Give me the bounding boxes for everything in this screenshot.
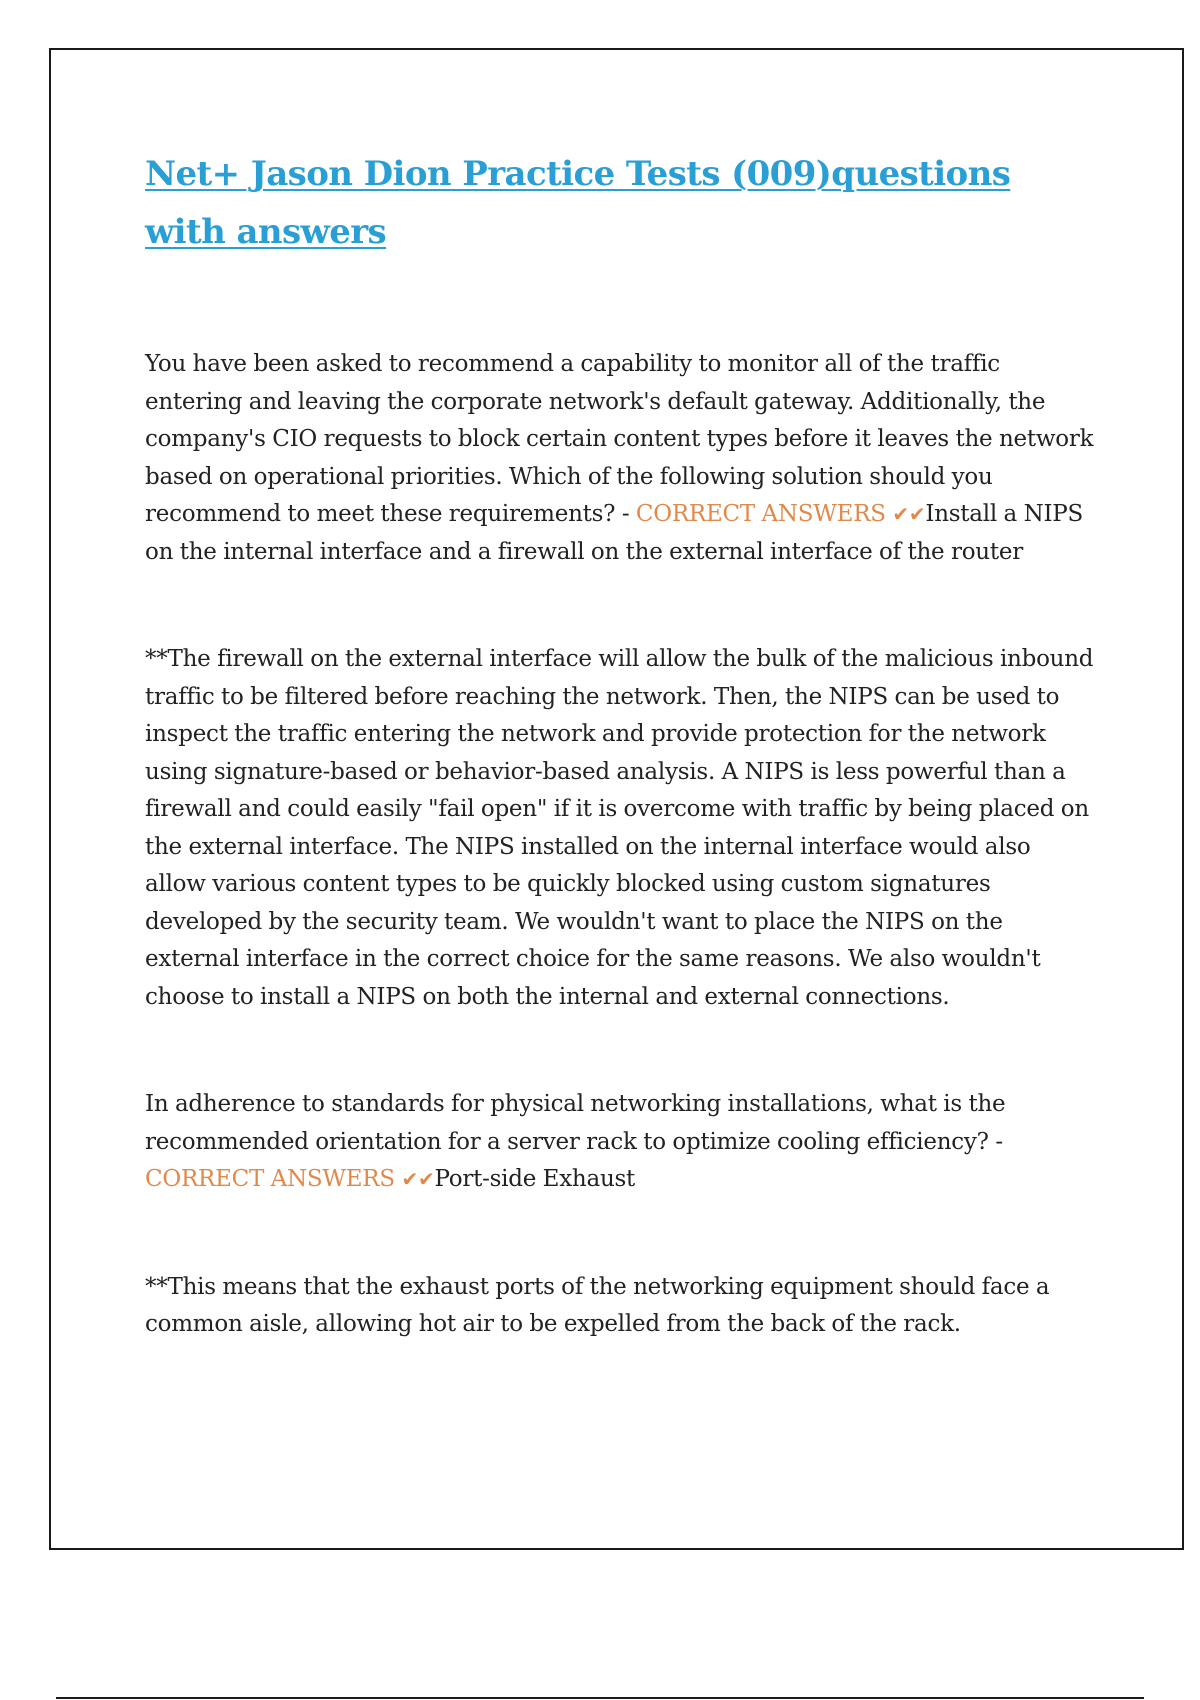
document-body	[145, 145, 1095, 1344]
answer-2-text: Port-side Exhaust	[434, 1166, 636, 1192]
question-2-text: In adherence to standards for physical networking installations, what is the recommended orientation for a server rack to optimize cooling efficiency? -	[145, 1091, 1006, 1155]
double-check-icon: ✔✔	[892, 502, 926, 526]
explanation-2: **This means that the exhaust ports of the networking equipment should face a common aisle, allowing hot air to be expelled from the back of the rack.	[145, 1273, 1050, 1337]
page-bottom-rule	[56, 1697, 1144, 1699]
correct-answers-label: CORRECT ANSWERS	[145, 1166, 395, 1192]
document-title-link[interactable]: Net+ Jason Dion Practice Tests (009)questions with answers	[145, 154, 1011, 252]
document-title	[145, 145, 1095, 261]
explanation-1: **The firewall on the external interface will allow the bulk of the malicious inbound traffic to be filtered before reaching the network. Then, the NIPS can be used to inspect the traffic entering the network and provide protection for the network using signature-based or behavior-based analysis. A NIPS is less powerful than a firewall and could easily "fail open" if it is overcome with traffic by being placed on the external interface. The NIPS installed on the internal interface would also allow various content types to be quickly blocked using custom signatures developed by the security team. We wouldn't want to place the NIPS on the external interface in the correct choice for the same reasons. We also wouldn't choose to install a NIPS on both the internal and external connections.	[145, 646, 1094, 1010]
answer-1-text: Install a NIPS on the internal interface and a firewall on the external interface of the router	[145, 501, 1084, 565]
double-check-icon: ✔✔	[401, 1167, 435, 1191]
question-2	[145, 1086, 1095, 1199]
question-1	[145, 346, 1095, 571]
question-1-text: You have been asked to recommend a capability to monitor all of the traffic entering and leaving the corporate network's default gateway. Additionally, the company's CIO requests to block certain content types before it leaves the network based on operational priorities. Which of the following solution should you recommend to meet these requirements? -	[145, 351, 1094, 527]
correct-answers-label: CORRECT ANSWERS	[635, 501, 886, 527]
